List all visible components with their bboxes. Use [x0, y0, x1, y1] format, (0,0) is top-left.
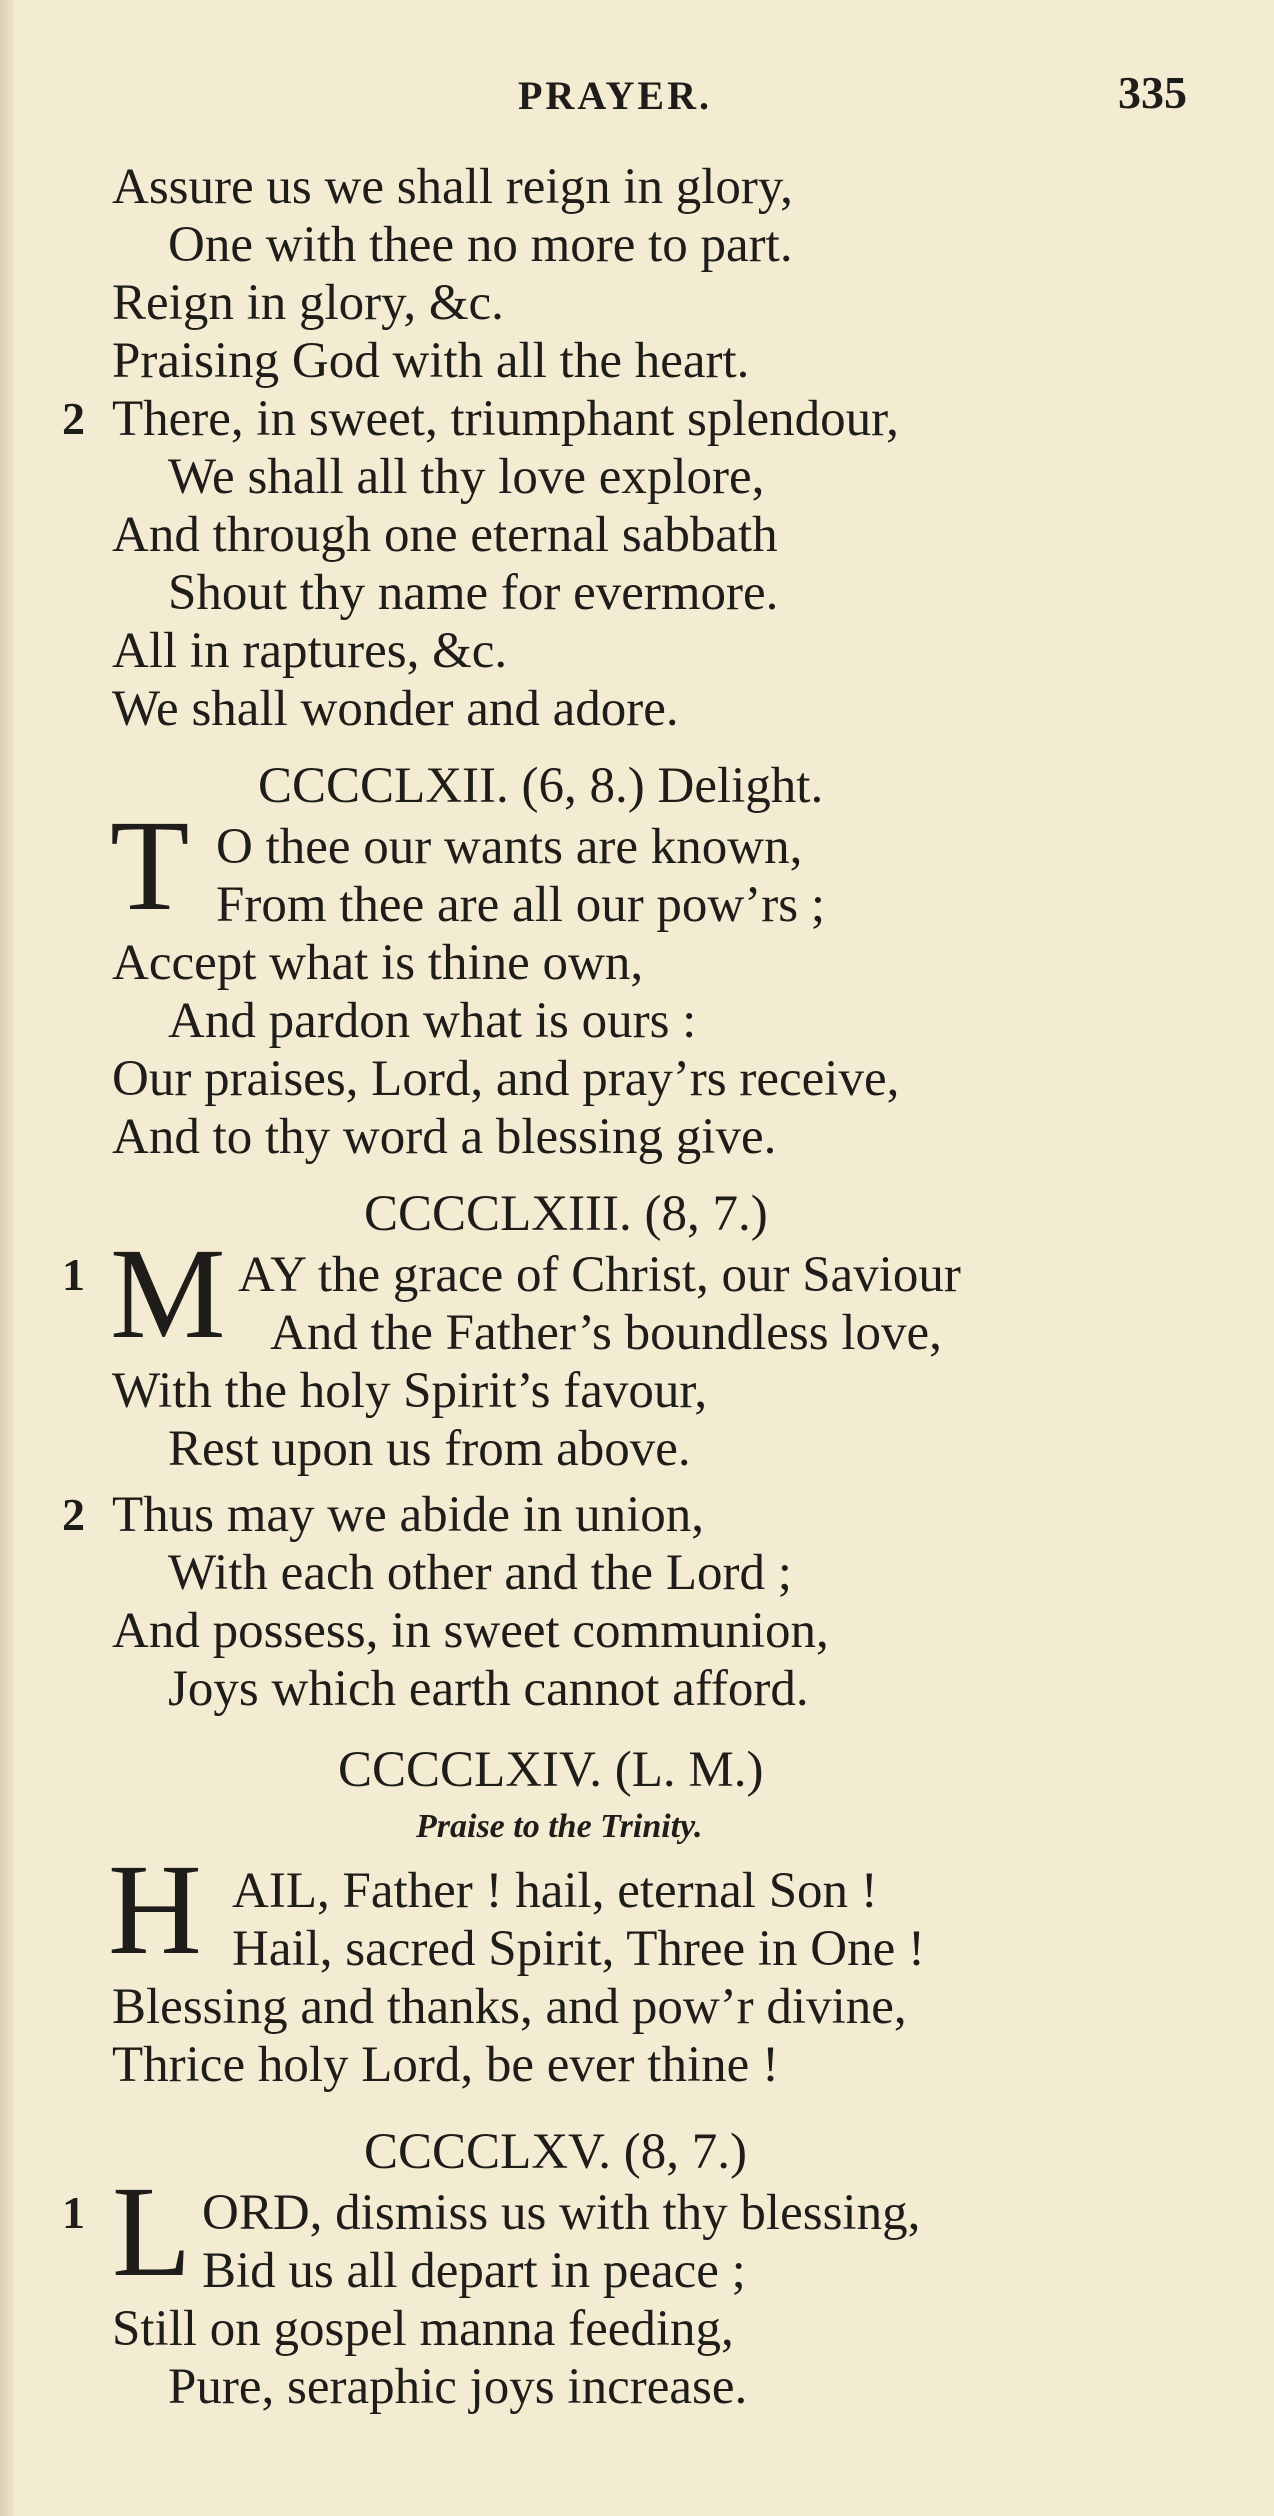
verse-line: There, in sweet, triumphant splendour, — [112, 391, 899, 447]
verse-line: All in raptures, &c. — [112, 623, 508, 679]
verse-line: O thee our wants are known, — [216, 819, 803, 875]
hymn-heading: CCCCLXIII. (8, 7.) — [364, 1186, 768, 1242]
running-head — [0, 62, 1274, 122]
verse-line: Reign in glory, &c. — [112, 275, 504, 331]
page-number: 335 — [1118, 67, 1187, 118]
verse-line: Assure us we shall reign in glory, — [112, 159, 793, 215]
verse-line: With each other and the Lord ; — [168, 1545, 792, 1601]
verse-line: Rest upon us from above. — [168, 1421, 691, 1477]
page-gutter-edge — [0, 0, 14, 2516]
verse-line: And through one eternal sabbath — [112, 507, 778, 563]
verse-line: AIL, Father ! hail, eternal Son ! — [232, 1863, 878, 1919]
verse-line: Bid us all depart in peace ; — [202, 2243, 746, 2299]
verse-line: Thrice holy Lord, be ever thine ! — [112, 2037, 779, 2093]
verse-line: We shall wonder and adore. — [112, 681, 679, 737]
verse-line: ORD, dismiss us with thy blessing, — [202, 2185, 921, 2241]
hymn-subtitle: Praise to the Trinity. — [416, 1808, 703, 1845]
drop-cap: L — [112, 2160, 192, 2304]
verse-line: Thus may we abide in union, — [112, 1487, 705, 1543]
drop-cap: M — [110, 1222, 226, 1366]
verse-line: With the holy Spirit’s favour, — [112, 1363, 708, 1419]
verse-line: Joys which earth cannot afford. — [168, 1661, 809, 1717]
hymn-heading: CCCCLXIV. (L. M.) — [338, 1742, 764, 1798]
verse-line: Shout thy name for evermore. — [168, 565, 779, 621]
verse-line: From thee are all our pow’rs ; — [216, 877, 825, 933]
verse-number: 2 — [62, 1489, 85, 1540]
verse-line: And to thy word a blessing give. — [112, 1109, 777, 1165]
verse-line: Praising God with all the heart. — [112, 333, 750, 389]
verse-line: One with thee no more to part. — [168, 217, 793, 273]
drop-cap: H — [108, 1838, 202, 1982]
hymn-heading: CCCCLXV. (8, 7.) — [364, 2124, 748, 2180]
verse-line: And the Father’s boundless love, — [270, 1305, 942, 1361]
drop-cap: T — [110, 794, 190, 938]
verse-line: Still on gospel manna feeding, — [112, 2301, 734, 2357]
verse-line: Hail, sacred Spirit, Three in One ! — [232, 1921, 926, 1977]
hymn-heading: CCCCLXII. (6, 8.) Delight. — [258, 758, 824, 814]
verse-line: Pure, seraphic joys increase. — [168, 2359, 748, 2415]
verse-line: And pardon what is ours : — [168, 993, 697, 1049]
verse-line: AY the grace of Christ, our Saviour — [238, 1247, 961, 1303]
verse-line: Our praises, Lord, and pray’rs receive, — [112, 1051, 900, 1107]
running-title: PRAYER. — [518, 73, 712, 118]
verse-number: 2 — [62, 393, 85, 444]
verse-line: We shall all thy love explore, — [168, 449, 765, 505]
verse-number: 1 — [62, 1249, 85, 1300]
verse-line: Accept what is thine own, — [112, 935, 644, 991]
verse-number: 1 — [62, 2187, 85, 2238]
verse-line: Blessing and thanks, and pow’r divine, — [112, 1979, 907, 2035]
verse-line: And possess, in sweet communion, — [112, 1603, 829, 1659]
